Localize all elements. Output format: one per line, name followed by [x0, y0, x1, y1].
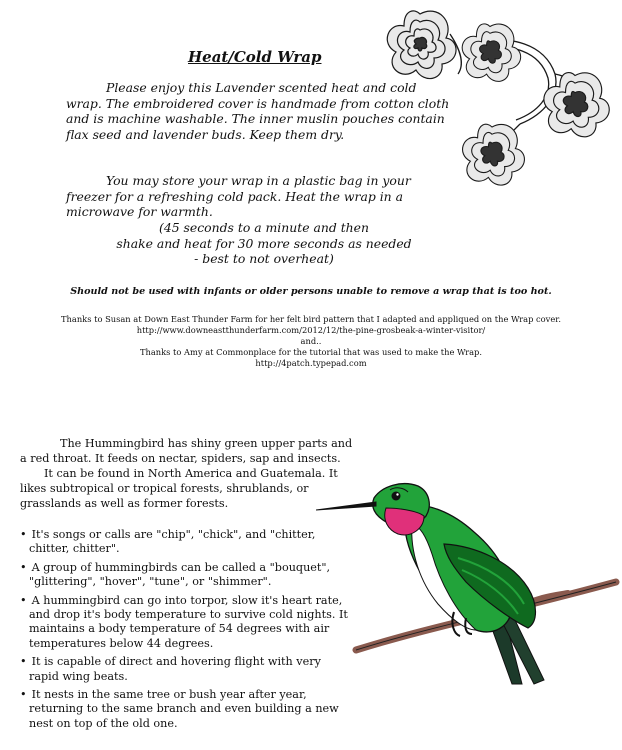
heating-line: (45 seconds to a minute and then — [159, 220, 369, 235]
hummingbird-habitat: It can be found in North America and Guatemala. It likes subtropical or tropical forests, shrublands, or grasslands as well as former forests. — [20, 467, 338, 510]
wrap-intro-text: Please enjoy this Lavender scented heat and cold wrap. The embroidered cover is handmade from cotton cloth and is machine washable. The inner muslin pouches contain flax seed and lavender buds. Keep them dry. — [66, 80, 450, 142]
wrap-storage-text: You may store your wrap in a plastic bag in your freezer for a refreshing cold pack. Heat the wrap in a microwave for warmth. — [66, 173, 411, 220]
list-item: • It's songs or calls are "chip", "chick", and "chitter, chitter, chitter". — [20, 528, 350, 557]
hummingbird-description: The Hummingbird has shiny green upper parts and a red throat. It feeds on nectar, spiders, sap and insects. — [20, 437, 353, 465]
credit-line: Thanks to Susan at Down East Thunder Farm for her felt bird pattern that I adapted and appliqued on the Wrap cover. — [61, 314, 561, 324]
hummingbird-intro — [20, 436, 362, 511]
credit-link[interactable]: http://4patch.typepad.com — [255, 358, 367, 368]
heating-instructions — [84, 220, 444, 267]
list-item: • It is capable of direct and hovering flight with very rapid wing beats. — [20, 655, 350, 684]
heating-line: shake and heat for 30 more seconds as needed — [116, 235, 412, 251]
wrap-intro-paragraph — [66, 80, 456, 142]
credit-line: and.. — [300, 336, 322, 346]
credit-link[interactable]: http://www.downeastthunderfarm.com/2012/12/the-pine-grosbeak-a-winter-visitor/ — [136, 325, 486, 335]
hummingbird-facts — [20, 528, 350, 735]
list-item: • A hummingbird can go into torpor, slow it's heart rate, and drop it's body temperature to survive cold nights. It maintains a body temperature of 54 degrees with air temperatures below 44 degrees. — [20, 594, 350, 652]
credit-line: Thanks to Amy at Commonplace for the tutorial that was used to make the Wrap. — [139, 347, 483, 357]
list-item: • A group of hummingbirds can be called a "bouquet", "glittering", "hover", "tune", or "shimmer". — [20, 561, 350, 590]
heating-line: - best to not overheat) — [194, 251, 334, 267]
hummingbird-illustration — [316, 462, 622, 688]
wrap-storage-paragraph — [66, 173, 456, 220]
list-item: • It nests in the same tree or bush year after year, returning to the same branch and even building a new nest on top of the old one. — [20, 688, 350, 731]
wrap-title: Heat/Cold Wrap — [188, 48, 322, 66]
credits — [0, 314, 622, 369]
safety-warning: Should not be used with infants or older persons unable to remove a wrap that is too hot. — [70, 286, 552, 297]
